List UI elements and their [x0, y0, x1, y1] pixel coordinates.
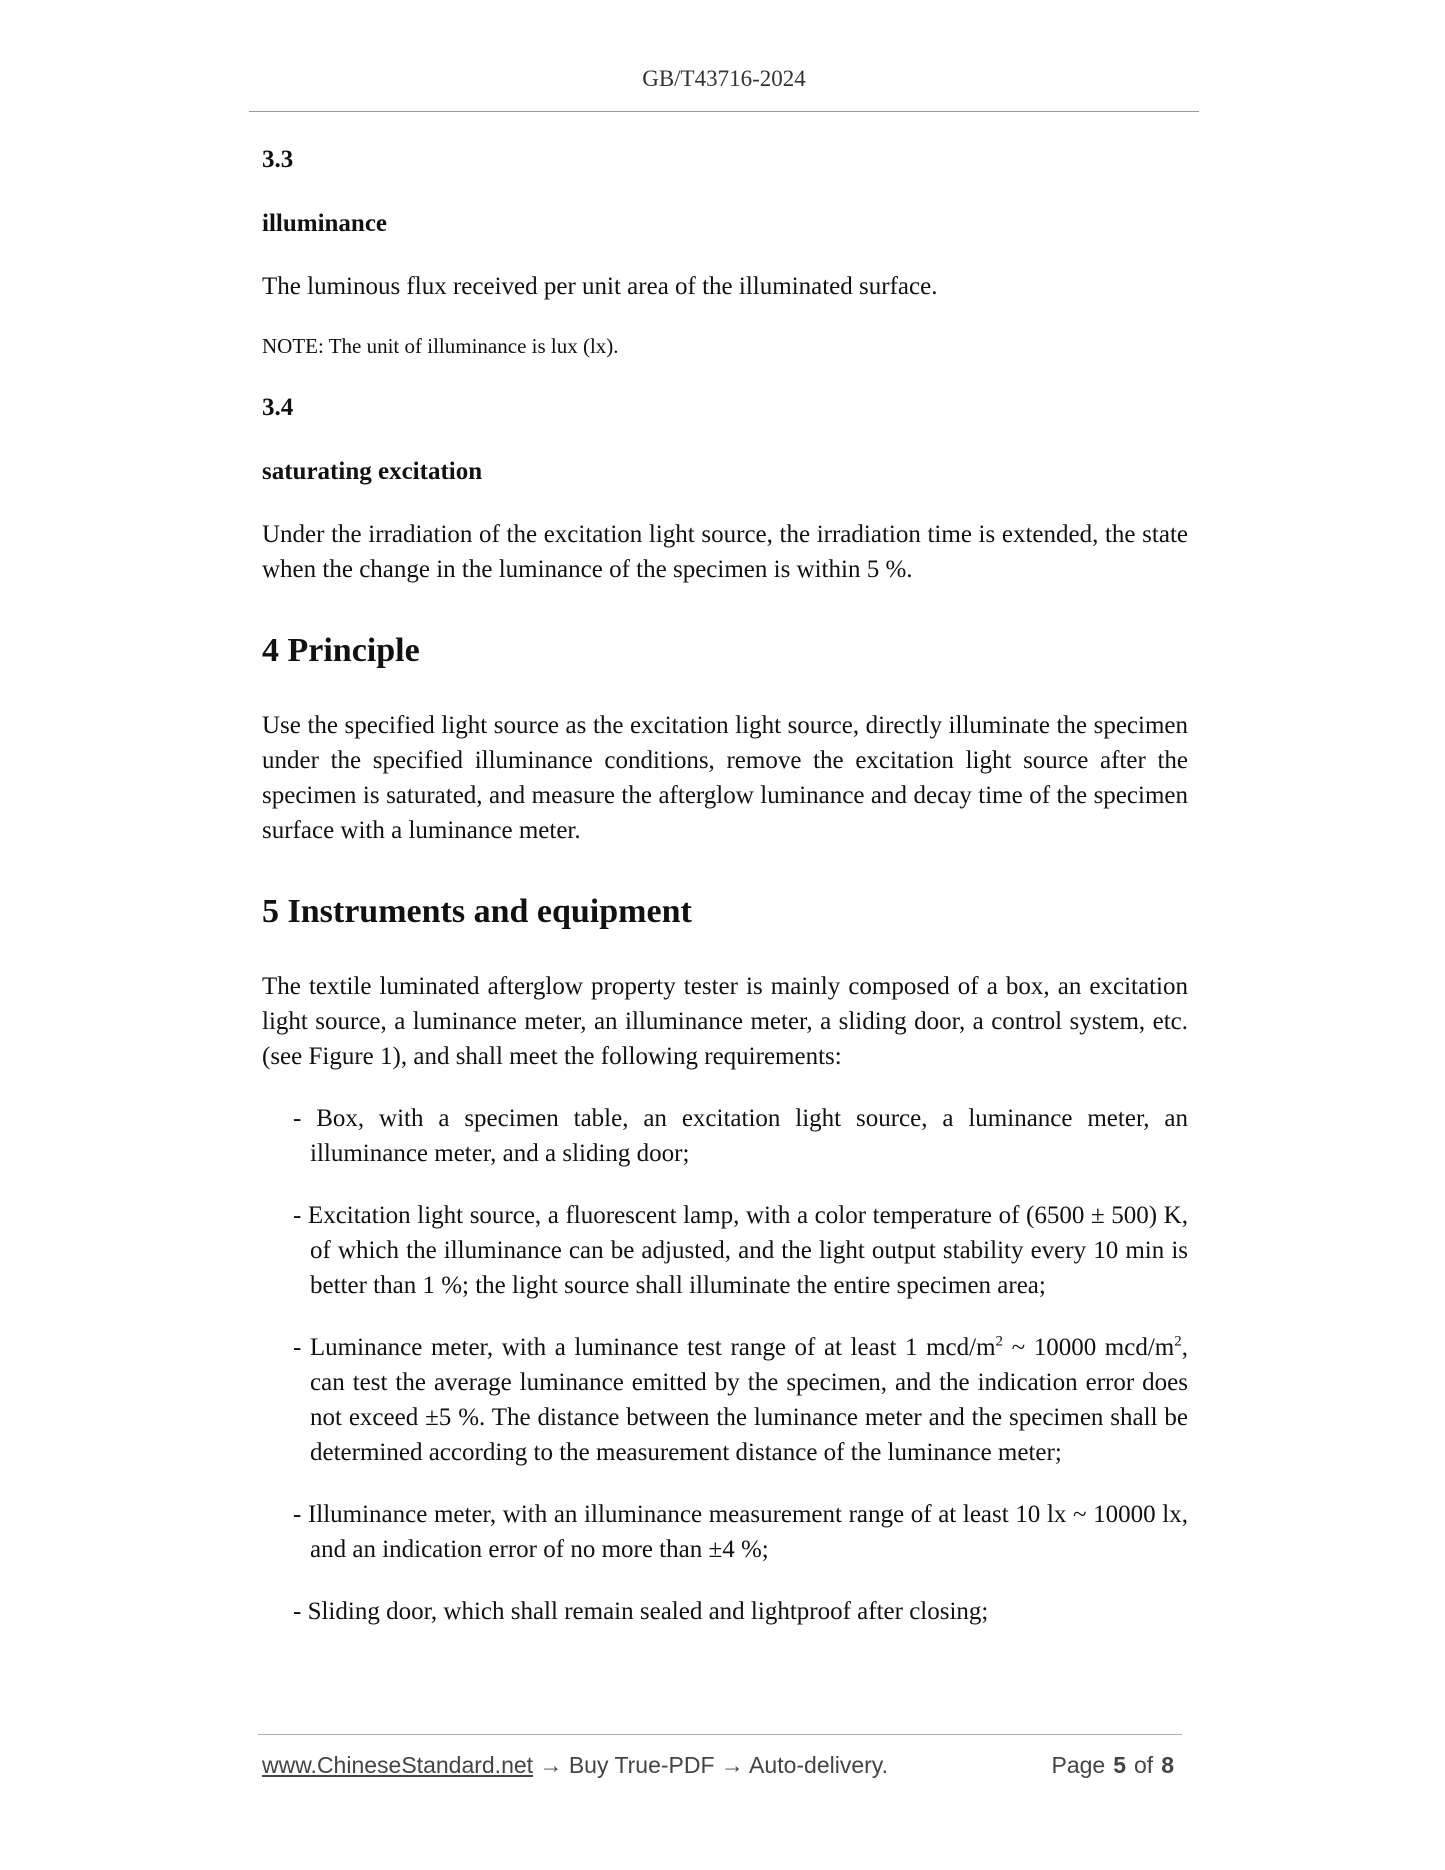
instruments-intro: The textile luminated afterglow property tester is mainly composed of a box, an excitation light source, a luminance meter, an illuminance meter, a sliding door, a control system, etc. (see Figure 1), and shall meet the following requirements:: [262, 973, 1188, 1070]
luminance-text-part3: , can test the average luminance emitted by the specimen, and the indication error does not exceed ±5 %. The distance between the luminance meter and the specimen shall be determined according to the measurement distance of the luminance meter;: [310, 1334, 1188, 1466]
page-total: 8: [1161, 1752, 1174, 1778]
superscript-2: 2: [995, 1333, 1004, 1350]
luminance-text-part1: - Luminance meter, with a luminance test range of at least 1 mcd/m: [293, 1334, 996, 1361]
requirement-sliding-door: - Sliding door, which shall remain sealed and lightproof after closing;: [293, 1598, 989, 1625]
header-divider: [249, 111, 1199, 112]
page-footer: [262, 1752, 1182, 1779]
note-illuminance-unit: NOTE: The unit of illuminance is lux (lx).: [262, 334, 619, 358]
term-definition-saturating-excitation: Under the irradiation of the excitation light source, the irradiation time is extended, the state when the change in the luminance of the specimen is within 5 %.: [262, 521, 1188, 583]
requirements-list: [262, 1101, 1188, 1629]
of-label: of: [1134, 1752, 1154, 1778]
requirement-excitation-light-source: - Excitation light source, a fluorescent lamp, with a color temperature of (6500 ± 500) K, of which the illuminance can be adjusted, and the light output stability every 10 min is better than 1 %; the light source shall illuminate the entire specimen area;: [293, 1202, 1188, 1299]
document-id-header: GB/T43716-2024: [642, 66, 806, 91]
section-heading-principle: 4 Principle: [262, 632, 420, 669]
term-name-saturating-excitation: saturating excitation: [262, 458, 483, 485]
term-number-3-4: 3.4: [262, 394, 294, 421]
footer-divider: [258, 1734, 1182, 1735]
requirement-luminance-meter: [293, 1330, 1188, 1470]
section-heading-instruments: 5 Instruments and equipment: [262, 893, 692, 930]
site-link[interactable]: www.ChineseStandard.net: [262, 1752, 534, 1778]
superscript-2: 2: [1174, 1333, 1182, 1350]
requirement-illuminance-meter: - Illuminance meter, with an illuminance measurement range of at least 10 lx ~ 10000 lx, and an indication error of no more than ±4 %;: [293, 1501, 1188, 1563]
term-definition-illuminance: The luminous flux received per unit area of the illuminated surface.: [262, 273, 938, 300]
term-number-3-3: 3.3: [262, 146, 294, 173]
page-label: Page: [1051, 1752, 1106, 1778]
promo-text: → Buy True-PDF → Auto-delivery.: [533, 1752, 888, 1778]
requirement-box: - Box, with a specimen table, an excitation light source, a luminance meter, an illuminance meter, and a sliding door;: [293, 1105, 1188, 1167]
term-name-illuminance: illuminance: [262, 210, 388, 237]
principle-text: Use the specified light source as the excitation light source, directly illuminate the specimen under the specified illuminance conditions, remove the excitation light source after the specimen is saturated, and measure the afterglow luminance and decay time of the specimen surface with a luminance meter.: [262, 712, 1188, 844]
page-indicator: [1052, 1752, 1183, 1779]
page-number: 5: [1113, 1752, 1127, 1778]
luminance-text-part2: ~ 10000 mcd/m: [1003, 1334, 1175, 1361]
page-content: [262, 143, 1188, 1656]
